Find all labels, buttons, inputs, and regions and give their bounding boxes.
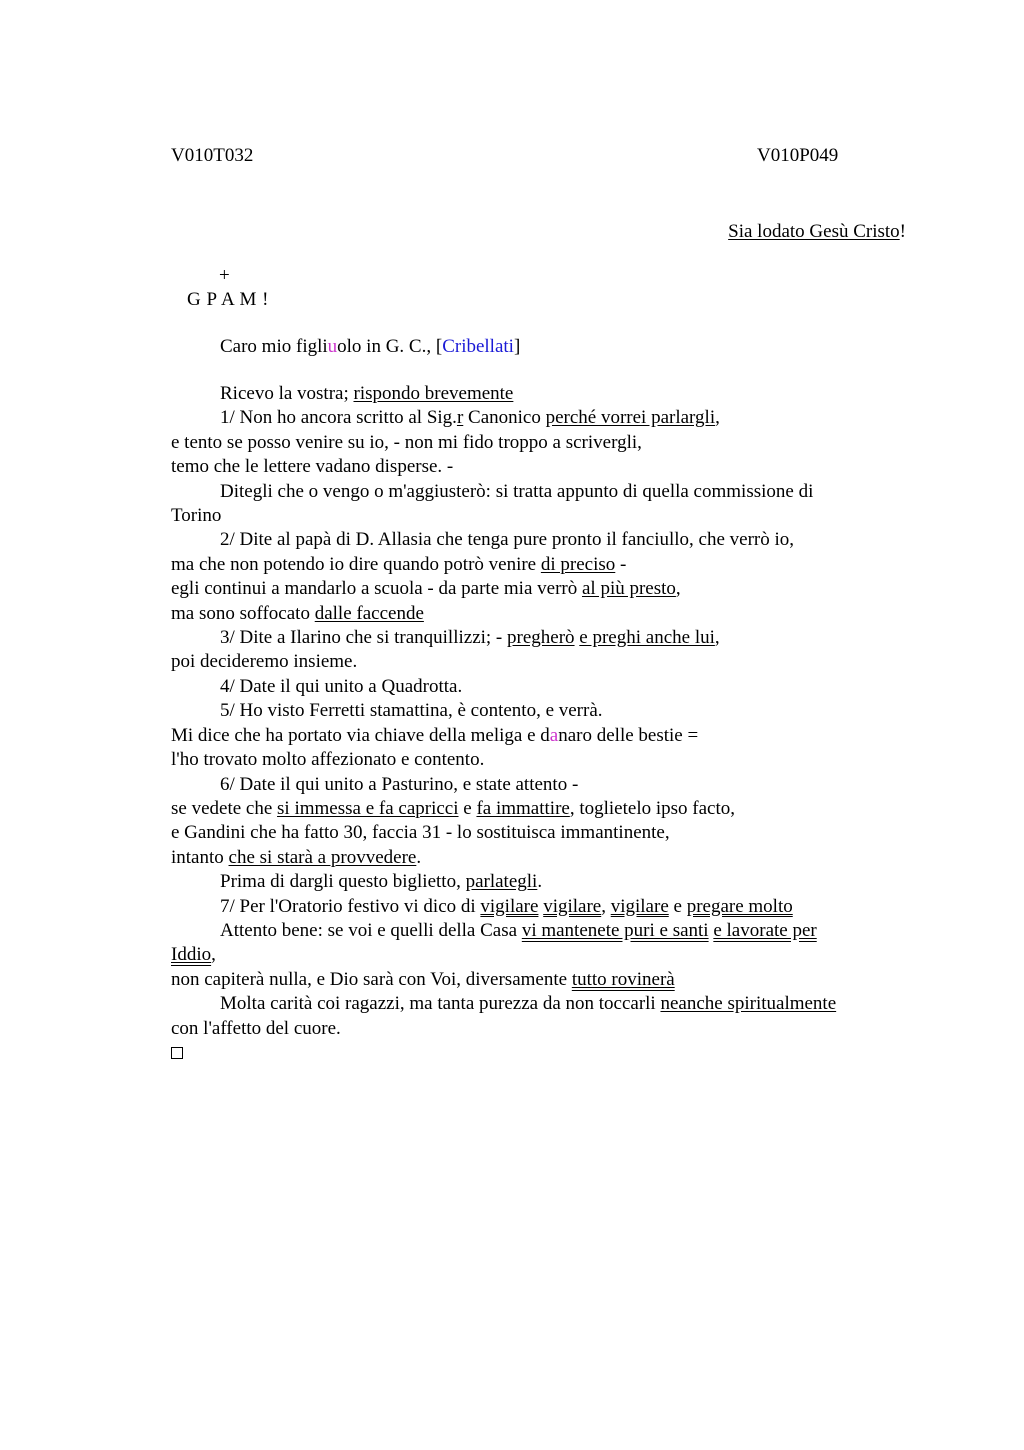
line-text: . [416,846,422,868]
double-underlined-text: tutto rovinerà [571,968,675,990]
cross-symbol: + [219,265,230,286]
letter-line [171,699,906,723]
letter-line [171,797,906,821]
line-text: e [668,895,687,917]
double-underlined-text: e lavorate per [713,919,817,941]
line-text: 2/ Dite al papà di D. Allasia che tenga pure pronto il fanciullo, che verrò io, [220,529,795,551]
letter-body [171,382,906,1041]
line-text: . [537,871,543,893]
line-text: temo che le lettere vadano disperse. - [171,456,454,478]
double-underlined-text: vigilare [610,895,669,917]
letter-line [171,406,906,430]
double-underlined-text: Iddio [171,944,212,966]
line-text: , toglietelo ipso facto, [569,797,735,819]
letter-line [171,895,906,919]
letter-line [171,919,906,943]
line-text: e tento se posso venire su io, - non mi fido troppo a scrivergli, [171,431,642,453]
letter-line [171,382,906,406]
document-codes [171,145,906,173]
line-text: 3/ Dite a Ilarino che si tranquillizzi; - [220,627,508,649]
letter-line [171,675,906,699]
line-text: intanto [171,846,229,868]
letter-line [171,528,906,552]
line-text: 5/ Ho visto Ferretti stamattina, è contento, e verrà. [220,700,603,722]
letter-line [171,626,906,650]
letter-line [171,504,906,528]
salutation [171,336,906,358]
salutation-text: olo in G. C., [ [337,336,443,357]
line-text: 1/ Non ho ancora scritto al Sig. [220,407,457,429]
letter-line [171,577,906,601]
line-text: Canonico [463,407,546,429]
recipient-name: Cribellati [442,336,514,357]
line-text: Molta carità coi ragazzi, ma tanta purezza da non toccarli [220,993,661,1015]
line-text: 7/ Per l'Oratorio festivo vi dico di [220,895,481,917]
salutation-text: Caro mio figli [220,336,328,357]
double-underlined-text: vigilare [480,895,539,917]
line-text: , [675,578,681,600]
double-underlined-text: vi mantenete puri e santi [521,919,709,941]
line-text: Attento bene: se voi e quelli della Casa [220,919,522,941]
underlined-text: si immessa e fa capricci [277,797,459,819]
end-box-symbol [171,1041,906,1065]
letter-page [171,145,906,1065]
underlined-text: neanche spiritualmente [660,993,837,1015]
letter-line [171,602,906,626]
letter-line [171,748,906,772]
letter-line [171,553,906,577]
letter-line [171,650,906,674]
letter-line [171,773,906,797]
line-text: Mi dice che ha portato via chiave della meliga e d [171,724,550,746]
line-text: egli continui a mandarlo a scuola - da parte mia verrò [171,578,582,600]
line-text: poi decideremo insieme. [171,651,358,673]
line-text: Ditegli che o vengo o m'aggiusterò: si tratta appunto di quella commissione di [220,480,814,502]
letter-line [171,943,906,967]
line-text: con l'affetto del cuore. [171,1017,341,1039]
line-text: non capiterà nulla, e Dio sarà con Voi, diversamente [171,968,572,990]
underlined-text: r [456,407,464,429]
letter-line [171,992,906,1016]
letter-line [171,455,906,479]
invocation-text: Sia lodato Gesù Cristo [728,221,900,242]
letter-line [171,480,906,504]
underlined-text: dalle faccende [314,602,424,624]
underlined-text: perché vorrei parlargli [545,407,716,429]
line-text: Torino [171,505,222,527]
letter-line [171,1017,906,1041]
line-text: , [715,407,720,429]
letter-line [171,870,906,894]
line-text: l'ho trovato molto affezionato e contento. [171,749,485,771]
invocation-punct: ! [899,221,906,242]
double-underlined-text: pregare molto [686,895,793,917]
underlined-text: rispondo brevemente [353,383,514,404]
line-text: e Gandini che ha fatto 30, faccia 31 - lo sostituisca immantinente, [171,822,670,844]
line-text: , [211,944,216,966]
volume-text-code: V010T032 [171,145,254,166]
invocation [171,221,906,249]
line-text: ma che non potendo io dire quando potrò venire [171,553,541,575]
letter-line [171,846,906,870]
line-text: ma sono soffocato [171,602,315,624]
correction-letter: a [549,724,559,746]
line-text: 6/ Date il qui unito a Pasturino, e state attento - [220,773,579,795]
salutation-bracket: ] [513,336,521,357]
underlined-text: pregherò [507,627,575,649]
square-icon [171,1047,183,1059]
line-text: , [601,895,611,917]
double-underlined-text: vigilare [543,895,602,917]
line-text: 4/ Date il qui unito a Quadrotta. [220,675,463,697]
underlined-text: e preghi anche lui [579,627,715,649]
salutation-correction: u [327,336,338,357]
underlined-text: parlategli [465,871,538,893]
line-text: - [615,553,627,575]
letter-line [171,431,906,455]
line-text: naro delle bestie = [558,724,699,746]
line-text: Ricevo la vostra; [220,383,354,404]
letter-line [171,724,906,748]
line-text: , [714,627,720,649]
line-text: e [458,797,477,819]
volume-page-code: V010P049 [757,145,839,166]
line-text: Prima di dargli questo biglietto, [220,871,466,893]
underlined-text: che si starà a provvedere [228,846,417,868]
underlined-text: al più presto [581,578,676,600]
letter-line [171,968,906,992]
letter-line [171,821,906,845]
line-text: se vedete che [171,797,278,819]
underlined-text: di preciso [540,553,616,575]
underlined-text: fa immattire [476,797,570,819]
gpam-motto: G P A M ! [187,289,269,310]
